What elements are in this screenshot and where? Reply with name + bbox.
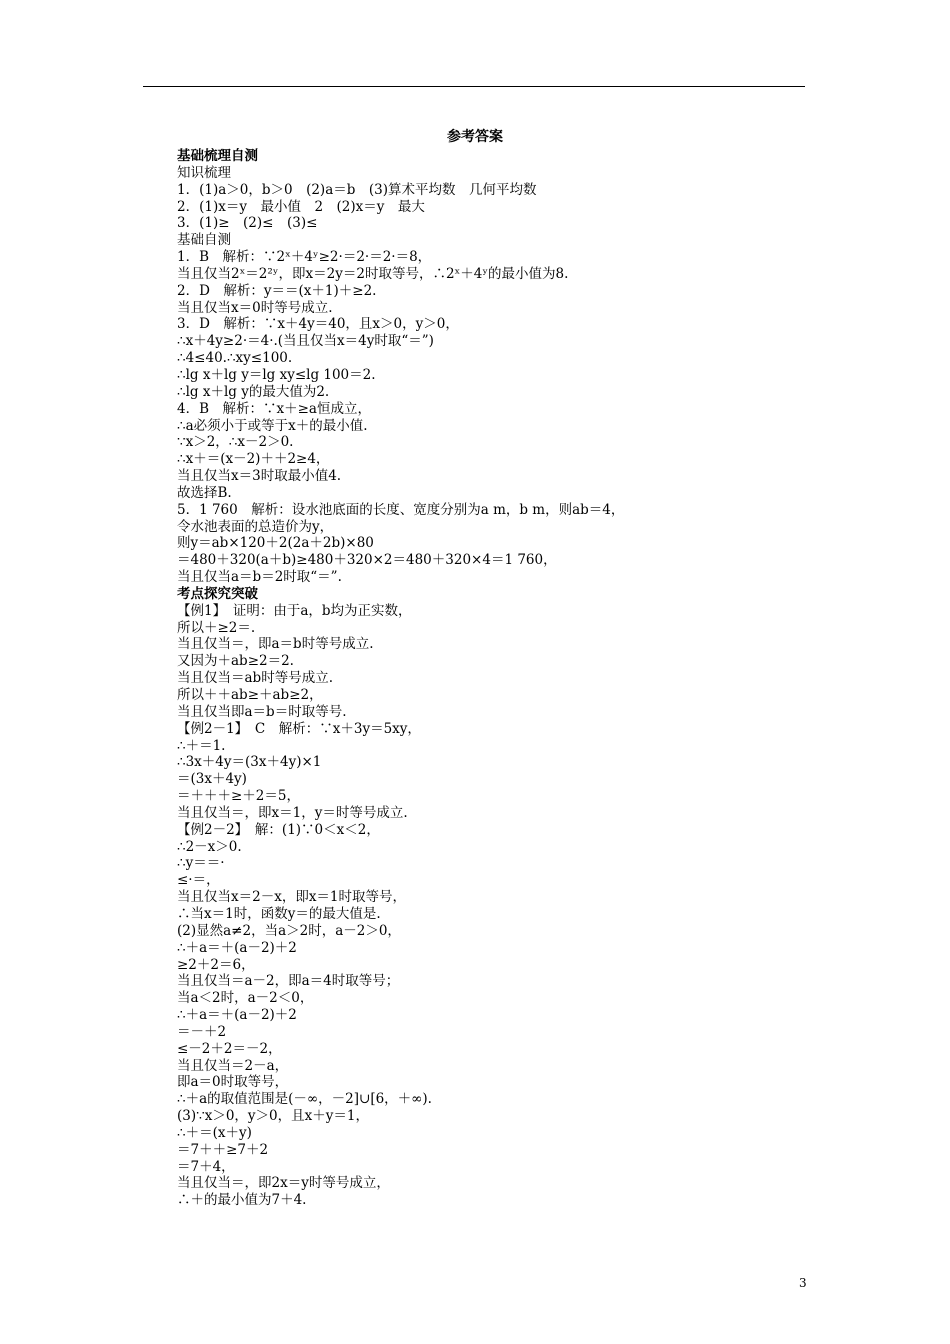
text-line: 当且仅当x＝0时等号成立. [177, 299, 333, 316]
text-line: 4．B 解析：∵x＋≥a恒成立， [177, 400, 371, 417]
text-line: 1．B 解析：∵2ˣ＋4ʸ≥2·＝2·＝2·＝8， [177, 249, 432, 266]
text-line: ∴lg x＋lg y的最大值为2. [177, 383, 330, 400]
text-line: 故选择B. [177, 484, 232, 501]
text-line: ≤－2＋2＝－2， [177, 1040, 282, 1057]
text-line: ∴lg x＋lg y＝lg xy≤lg 100＝2. [177, 366, 376, 383]
text-line: 3．D 解析：∵x＋4y＝40，且x＞0，y＞0， [177, 316, 459, 333]
text-line: ∴＋＝(x＋y) [177, 1124, 252, 1141]
text-line: ∴3x＋4y＝(3x＋4y)×1 [177, 754, 322, 771]
text-line: 当且仅当＝，即2x＝y时等号成立， [177, 1175, 390, 1192]
text-line: ∴当x＝1时，函数y＝的最大值是. [177, 905, 381, 922]
text-line: ＝－＋2 [177, 1023, 227, 1040]
text-line: 则y＝ab×120＋2(2a＋2b)×80 [177, 535, 374, 552]
text-line: ∴＋a的取值范围是(－∞，－2]∪[6，＋∞). [177, 1091, 432, 1108]
text-line: ＝7＋＋≥7＋2 [177, 1141, 269, 1158]
section-heading: 考点探究突破 [177, 585, 258, 602]
text-line: 又因为＋ab≥2＝2. [177, 653, 294, 670]
text-line: 基础自测 [177, 232, 231, 249]
text-line: 所以＋≥2＝. [177, 619, 256, 636]
text-line: ≥2＋2＝6， [177, 956, 255, 973]
page-number: 3 [799, 1276, 807, 1290]
text-line: 【例1】 证明：由于a，b均为正实数， [177, 602, 412, 619]
text-line: 当且仅当即a＝b＝时取等号. [177, 703, 347, 720]
answer-content [177, 148, 817, 1209]
text-line: 当且仅当x＝3时取最小值4. [177, 468, 342, 485]
text-line: ∴＋a＝＋(a－2)＋2 [177, 1007, 297, 1024]
text-line: ＝(3x＋4y) [177, 771, 247, 788]
text-line: ∴＋a＝＋(a－2)＋2 [177, 939, 297, 956]
text-line: 当且仅当＝a－2，即a＝4时取等号； [177, 973, 400, 990]
text-line: 【例2－2】 解：(1)∵0＜x＜2， [177, 821, 380, 838]
text-line: ∴y＝＝· [177, 855, 225, 872]
text-line: 令水池表面的总造价为y， [177, 518, 334, 535]
text-line: ＝7＋4， [177, 1158, 235, 1175]
text-line: 2．D 解析：y＝＝(x＋1)＋≥2. [177, 282, 377, 299]
text-line: 所以＋＋ab≥＋ab≥2， [177, 687, 323, 703]
text-line: 当且仅当＝ab时等号成立. [177, 670, 333, 687]
text-line: ∴2－x＞0. [177, 838, 242, 855]
text-line: (3)∵x＞0，y＞0，且x＋y＝1， [177, 1108, 369, 1125]
text-line: 3．(1)≥ (2)≤ (3)≤ [177, 215, 318, 232]
header-rule [143, 86, 805, 87]
text-line: ∴x＋4y≥2·＝4·.(当且仅当x＝4y时取“＝”) [177, 333, 434, 350]
text-line: ∴4≤40.∴xy≤100. [177, 350, 293, 367]
text-line: (2)显然a≠2，当a＞2时，a－2＞0， [177, 922, 401, 939]
text-line: 当且仅当2ˣ＝2²ʸ，即x＝2y＝2时取等号，∴2ˣ＋4ʸ的最小值为8. [177, 265, 569, 282]
text-line: 当且仅当＝，即a＝b时等号成立. [177, 636, 374, 653]
text-line: ＝480＋320(a＋b)≥480＋320×2＝480＋320×4＝1 760， [177, 552, 557, 569]
text-line: 当且仅当x＝2－x，即x＝1时取等号， [177, 889, 407, 906]
text-line: ∴x＋＝(x－2)＋＋2≥4， [177, 451, 330, 468]
text-line: 知识梳理 [177, 164, 231, 181]
text-line: ∵x＞2，∴x－2＞0. [177, 434, 294, 451]
text-line: 1．(1)a＞0，b＞0 (2)a＝b (3)算术平均数 几何平均数 [177, 181, 537, 198]
text-line: ≤·＝， [177, 872, 220, 889]
text-line: ∴＋的最小值为7＋4. [177, 1192, 307, 1209]
text-line: ∴a必须小于或等于x＋的最小值. [177, 417, 368, 434]
text-line: 【例2－1】 C 解析：∵x＋3y＝5xy， [177, 720, 421, 737]
text-line: 当a＜2时，a－2＜0， [177, 990, 314, 1007]
text-line: 5．1 760 解析：设水池底面的长度、宽度分别为a m，b m，则ab＝4， [177, 501, 625, 518]
text-line: 2．(1)x＝y 最小值 2 (2)x＝y 最大 [177, 198, 425, 215]
text-line: 即a＝0时取等号， [177, 1074, 289, 1091]
text-line: 当且仅当a＝b＝2时取“＝”. [177, 569, 342, 586]
text-line: ∴＋＝1. [177, 737, 226, 754]
text-line: 当且仅当＝，即x＝1，y＝时等号成立. [177, 804, 408, 821]
text-line: ＝＋＋＋≥＋2＝5， [177, 788, 300, 805]
section-heading: 基础梳理自测 [177, 148, 258, 164]
text-line: 当且仅当＝2－a， [177, 1057, 289, 1074]
page-title: 参考答案 [447, 129, 503, 145]
